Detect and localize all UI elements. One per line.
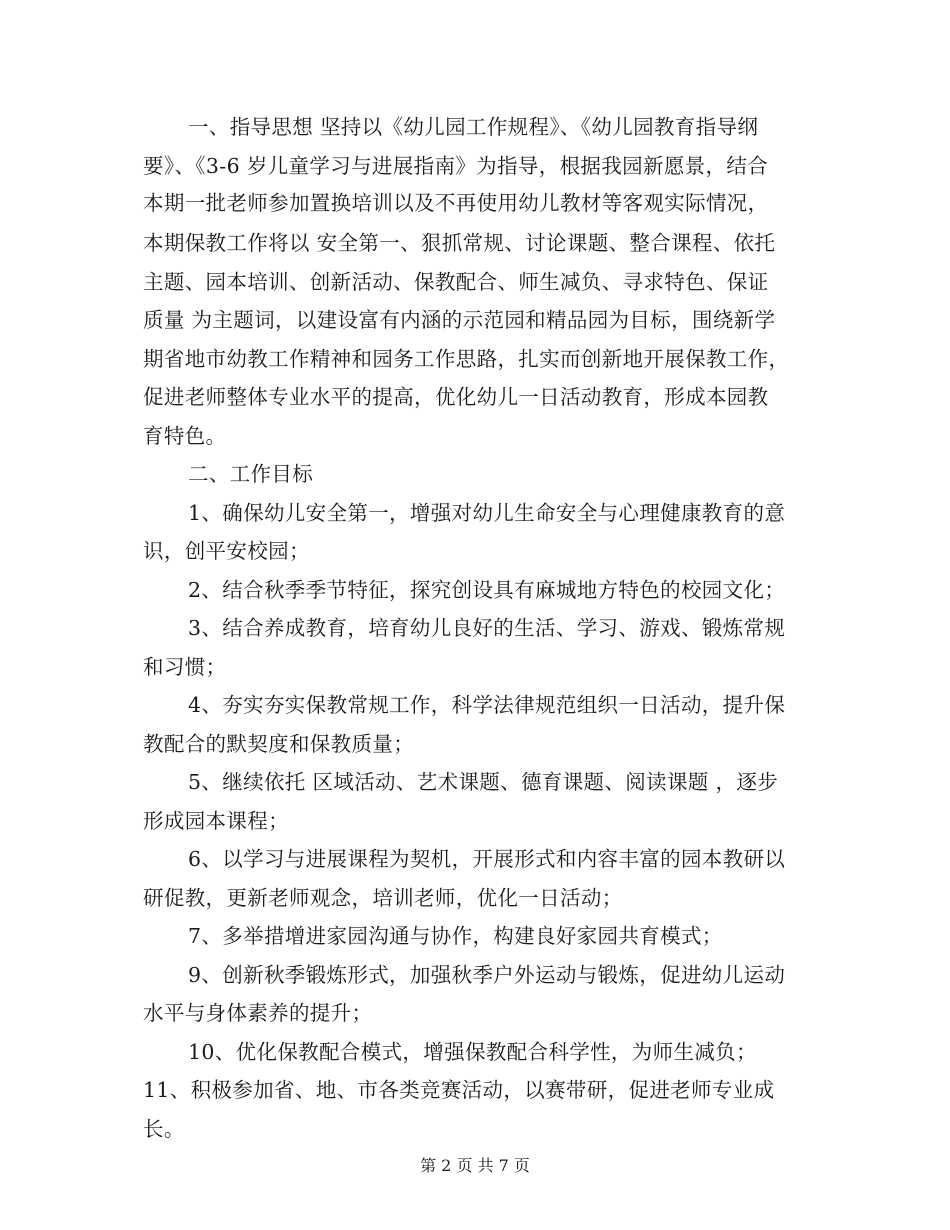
goal-item-11: 11、积极参加省、地、市各类竞赛活动，以赛带研，促进老师专业成 bbox=[143, 1078, 775, 1102]
goal-item-9: 9、创新秋季锻炼形式，加强秋季户外运动与锻炼，促进幼儿运动 bbox=[188, 963, 786, 987]
goal-item-10: 10、优化保教配合模式，增强保教配合科学性，为师生减负； bbox=[188, 1040, 757, 1064]
paragraph-line: 要》、《3-6 岁儿童学习与进展指南》为指导，根据我园新愿景，结合 bbox=[143, 154, 769, 178]
paragraph-line: 育特色。 bbox=[143, 424, 227, 448]
goal-item-5-cont: 形成园本课程； bbox=[143, 809, 289, 833]
goal-item-1-cont: 识，创平安校园； bbox=[143, 539, 310, 563]
paragraph-line-guiding-thought: 一、指导思想 坚持以《幼儿园工作规程》、《幼儿园教育指导纲 bbox=[188, 115, 759, 139]
goal-item-4: 4、夯实夯实保教常规工作，科学法律规范组织一日活动，提升保 bbox=[188, 693, 786, 717]
goal-item-9-cont: 水平与身体素养的提升； bbox=[143, 1001, 373, 1025]
paragraph-line: 质量 为主题词，以建设富有内涵的示范园和精品园为目标，围绕新学 bbox=[143, 308, 776, 332]
paragraph-line: 促进老师整体专业水平的提高，优化幼儿一日活动教育，形成本园教 bbox=[143, 385, 769, 409]
goal-item-6-cont: 研促教，更新老师观念，培训老师，优化一日活动； bbox=[143, 886, 623, 910]
page-number-footer: 第 2 页 共 7 页 bbox=[420, 1156, 530, 1175]
goal-item-4-cont: 教配合的默契度和保教质量； bbox=[143, 732, 415, 756]
paragraph-line: 期省地市幼教工作精神和园务工作思路，扎实而创新地开展保教工作， bbox=[143, 347, 790, 371]
goal-item-3: 3、结合养成教育，培育幼儿良好的生活、学习、游戏、锻炼常规 bbox=[188, 616, 786, 640]
goal-item-7: 7、多举措增进家园沟通与协作，构建良好家园共育模式； bbox=[188, 924, 723, 948]
goal-item-3-cont: 和习惯； bbox=[143, 655, 227, 679]
paragraph-line: 本期保教工作将以 安全第一、狠抓常规、讨论课题、整合课程、依托 bbox=[143, 231, 776, 255]
goal-item-5: 5、继续依托 区域活动、艺术课题、德育课题、阅读课题 ，逐步 bbox=[188, 770, 779, 794]
paragraph-line: 主题、园本培训、创新活动、保教配合、师生减负、寻求特色、保证 bbox=[143, 270, 769, 294]
goal-item-2: 2、结合秋季季节特征，探究创设具有麻城地方特色的校园文化； bbox=[188, 578, 786, 602]
section-heading-goals: 二、工作目标 bbox=[188, 462, 314, 486]
goal-item-11-cont: 长。 bbox=[143, 1117, 185, 1141]
goal-item-1: 1、确保幼儿安全第一，增强对幼儿生命安全与心理健康教育的意 bbox=[188, 501, 786, 525]
paragraph-line: 本期一批老师参加置换培训以及不再使用幼儿教材等客观实际情况， bbox=[143, 191, 769, 215]
goal-item-6: 6、以学习与进展课程为契机，开展形式和内容丰富的园本教研以 bbox=[188, 847, 786, 871]
